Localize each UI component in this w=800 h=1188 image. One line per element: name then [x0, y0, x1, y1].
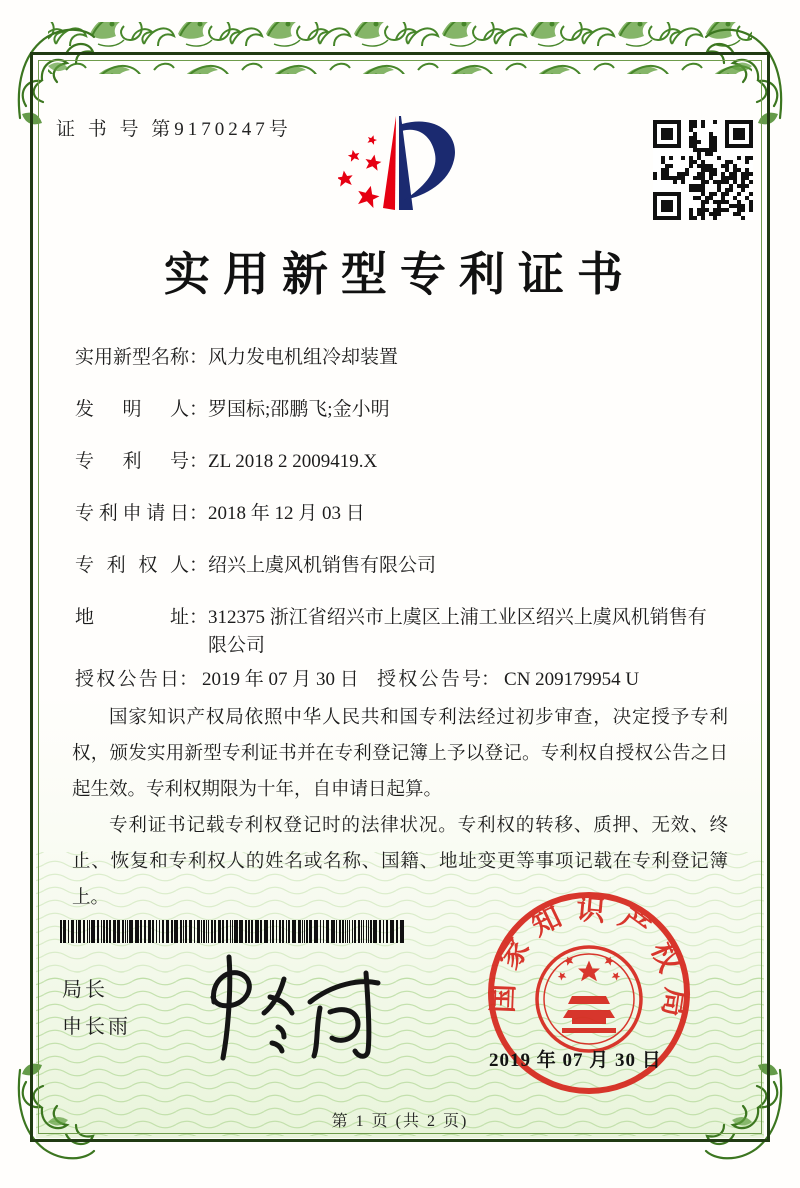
commissioner-signature: [198, 948, 410, 1066]
field-label: 专利申请日: [75, 503, 189, 524]
field-value: 2018 年 12 月 03 日: [208, 503, 365, 524]
field-label: 专利权人: [75, 555, 189, 576]
certificate-title: 实用新型专利证书: [164, 249, 636, 300]
field-colon: ：: [189, 503, 209, 524]
legal-text: [72, 700, 728, 916]
top-ornament-band: [48, 22, 752, 74]
field-colon: ：: [189, 347, 209, 368]
field-label: 发明人: [75, 399, 189, 420]
field-label: 实用新型名称: [75, 347, 190, 368]
field-label: 专利号: [75, 451, 189, 472]
field-colon: ：: [179, 669, 199, 690]
legal-paragraph-1: 国家知识产权局依照中华人民共和国专利法经过初步审查，决定授予专利权，颁发实用新型专利证书并在专利登记簿上予以登记。专利权自授权公告之日起生效。专利权期限为十年，自申请日起算。: [72, 708, 728, 801]
certificate-fields: [75, 344, 725, 684]
field-value: 风力发电机组冷却装置: [208, 347, 399, 368]
field-label: 地址: [75, 607, 189, 628]
legal-paragraph-2: 专利证书记载专利权登记时的法律状况。专利权的转移、质押、无效、终止、恢复和专利权人的姓名或名称、国籍、地址变更等事项记载在专利登记簿上。: [72, 816, 728, 909]
field-row-patentee: [75, 552, 725, 580]
grant-date-value: 2019 年 07 月 30 日: [202, 669, 359, 690]
field-colon: ：: [189, 607, 209, 628]
field-value: ZL 2018 2 2009419.X: [208, 451, 378, 472]
field-value: 312375 浙江省绍兴市上虞区上浦工业区绍兴上虞风机销售有限公司: [208, 607, 707, 656]
barcode-icon: [60, 920, 406, 944]
cnipa-logo-icon: [338, 110, 462, 216]
field-row-address: [75, 604, 725, 660]
field-value: 绍兴上虞风机销售有限公司: [208, 555, 437, 576]
grant-date-group: [75, 666, 359, 694]
field-row-invention-name: [75, 344, 725, 372]
page-number: 第 1 页 (共 2 页): [331, 1113, 469, 1130]
field-colon: ：: [189, 399, 209, 420]
field-row-patent-number: [75, 448, 725, 476]
certificate-number: 证 书 号 第9170247号: [56, 119, 292, 140]
seal-date: 2019 年 07 月 30 日: [489, 1050, 662, 1071]
grant-number-label: 授权公告号: [377, 669, 481, 690]
commissioner-title: 局长: [62, 979, 108, 1001]
grant-number-value: CN 209179954 U: [504, 669, 640, 690]
commissioner-name: 申长雨: [62, 1016, 131, 1038]
field-value: 罗国标;邵鹏飞;金小明: [208, 399, 390, 420]
grant-date-label: 授权公告日: [75, 669, 179, 690]
commissioner-block: [62, 972, 131, 1046]
national-emblem-icon: [537, 947, 641, 1051]
qr-code-icon: [653, 120, 753, 220]
seal-text: 国家知识产权局: [487, 893, 692, 1031]
field-colon: ：: [189, 451, 209, 472]
field-row-inventors: [75, 396, 725, 424]
field-row-filing-date: [75, 500, 725, 528]
field-colon: ：: [481, 669, 501, 690]
field-colon: ：: [189, 555, 209, 576]
grant-number-group: [377, 666, 639, 694]
